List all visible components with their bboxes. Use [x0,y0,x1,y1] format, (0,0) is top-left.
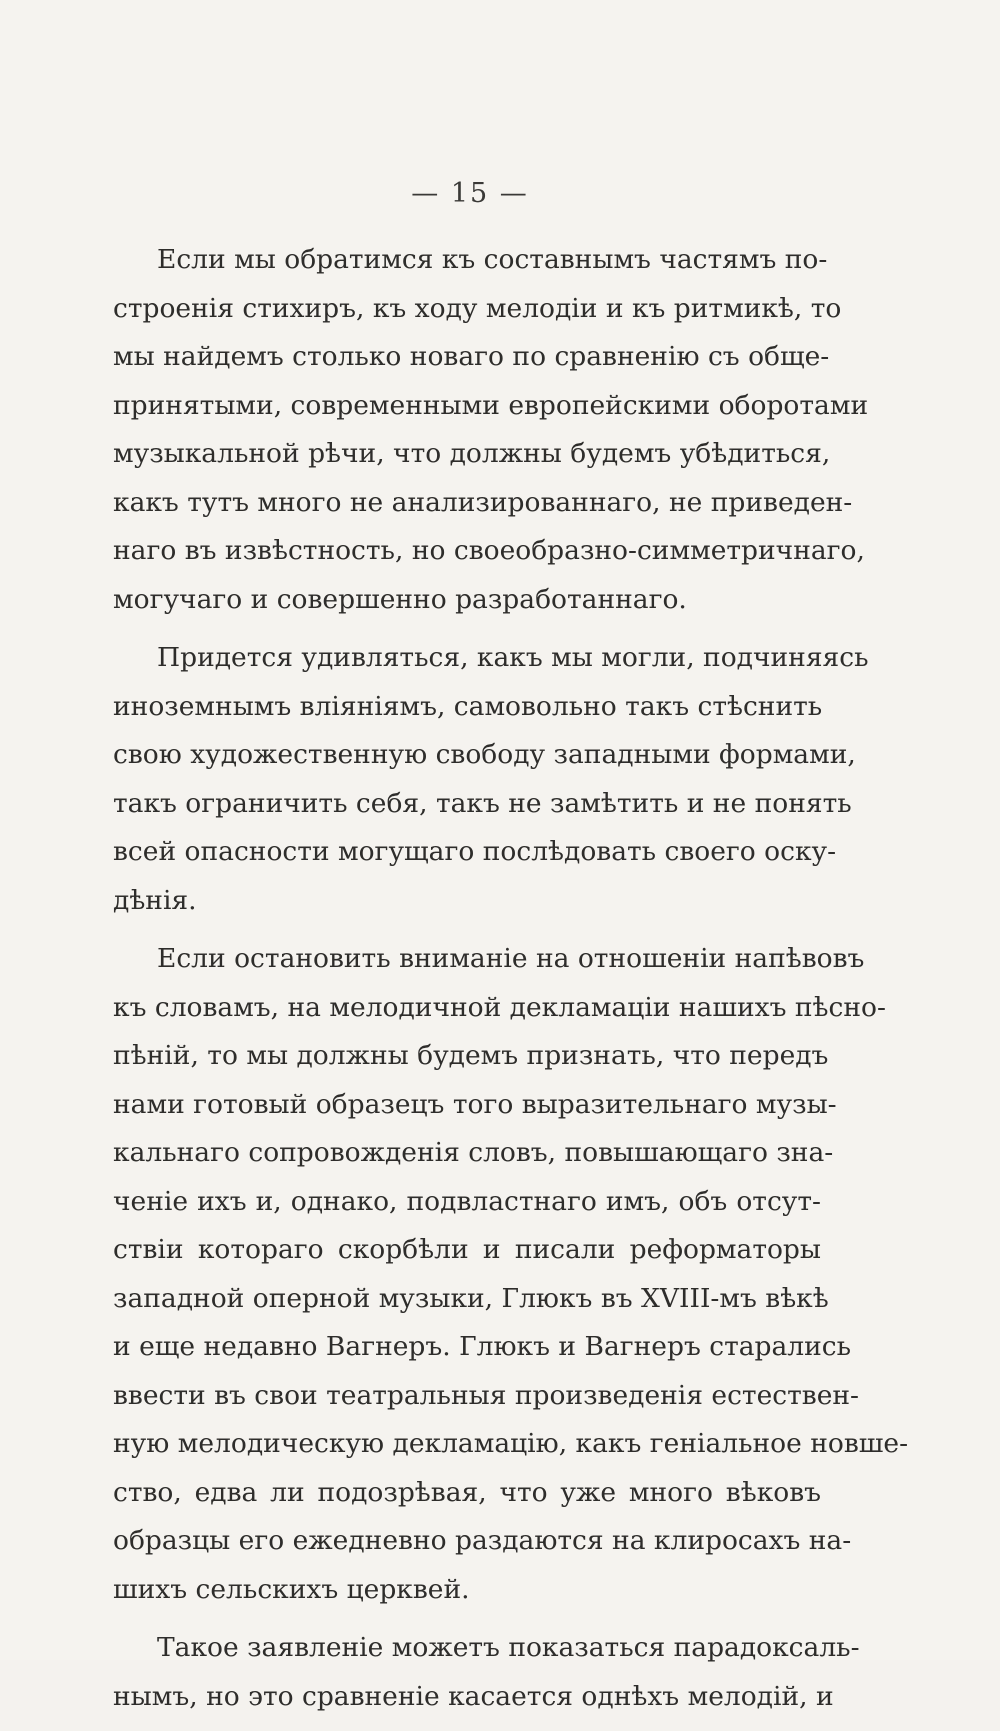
text-line: дѣнія. [113,884,197,916]
text-line: ствіи котораго скорбѣли и писали реформаторы [113,1234,821,1265]
text-line: ную мелодическую декламацію, какъ геніальное новше- [113,1428,909,1459]
text-line: всей опасности могущаго послѣдовать своего оску- [113,836,837,867]
text-line: музыкальной рѣчи, что должны будемъ убѣдиться, [113,438,831,469]
text-line: свою художественную свободу западными формами, [113,739,856,770]
body-text [113,236,909,1731]
text-line: къ словамъ, на мелодичной декламаціи нашихъ пѣсно- [113,991,886,1023]
text-line: Если остановить вниманіе на отношеніи напѣвовъ [157,943,865,974]
text-line: западной оперной музыки, Глюкъ въ XVIII-мъ вѣкѣ [113,1282,829,1314]
text-line: наго въ извѣстность, но своеобразно-симметричнаго, [113,535,865,566]
paragraph [113,1624,860,1721]
text-line: нами готовый образецъ того выразительнаго музы- [113,1088,837,1120]
text-line: строенія стихиръ, къ ходу мелодіи и къ ритмикѣ, то [113,292,842,324]
text-line: какъ тутъ много не анализированнаго, не приведен- [113,486,853,518]
text-line: Придется удивляться, какъ мы могли, подчиняясь [157,642,869,673]
text-line: мы найдемъ столько новаго по сравненію съ обще- [113,341,830,372]
text-line: образцы его ежедневно раздаются на клиросахъ на- [113,1525,852,1556]
text-line: ство, едва ли подозрѣвая, что уже много вѣковъ [113,1476,821,1508]
text-line: иноземнымъ вліяніямъ, самовольно такъ стѣснить [113,690,823,722]
text-line: ввести въ свои театральныя произведенія естествен- [113,1379,859,1411]
text-line: кальнаго сопровожденія словъ, повышающаго зна- [113,1137,834,1168]
text-line: ченіе ихъ и, однако, подвластнаго имъ, объ отсут- [113,1185,821,1217]
text-line: такъ ограничить себя, такъ не замѣтить и не понять [113,787,852,819]
text-line: могучаго и совершенно разработаннаго. [113,583,687,615]
text-line: Если мы обратимся къ составнымъ частямъ по- [157,244,828,275]
paragraph [113,634,869,925]
paragraph [113,236,869,624]
text-line: Такое заявленіе можетъ показаться парадоксаль- [157,1632,860,1663]
text-line: нымъ, но это сравненіе касается однѣхъ мелодій, и [113,1680,834,1712]
text-line: и еще недавно Вагнеръ. Глюкъ и Вагнеръ старались [113,1331,852,1362]
text-line: принятыми, современными европейскими оборотами [113,389,869,421]
paragraph [113,935,909,1614]
page-number: — 15 — [411,178,529,209]
text-line: шихъ сельскихъ церквей. [113,1573,470,1605]
text-line: пѣній, то мы должны будемъ признать, что передъ [113,1040,829,1071]
